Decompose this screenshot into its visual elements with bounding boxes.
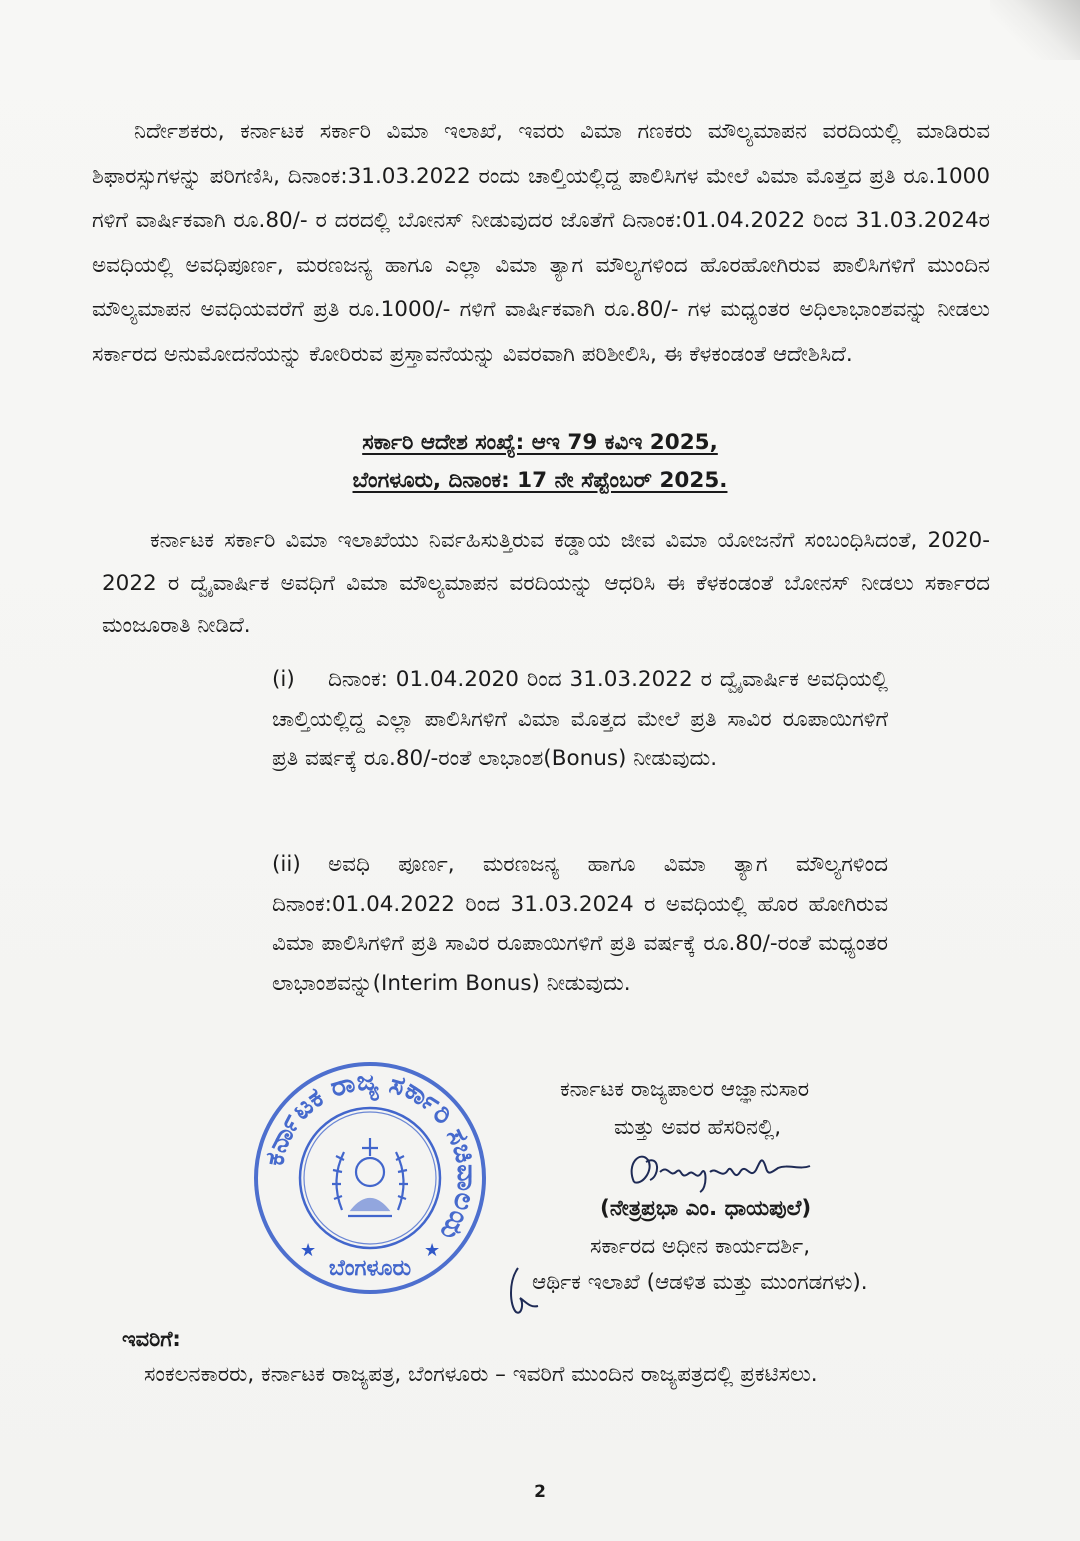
signatory-department: ಆರ್ಥಿಕ ಇಲಾಖೆ (ಆಡಳಿತ ಮತ್ತು ಮುಂಗಡಗಳು). bbox=[532, 1270, 868, 1295]
handwritten-initials bbox=[500, 1262, 552, 1318]
seal-bottom-text: ಬೆಂಗಳೂರು bbox=[328, 1256, 412, 1281]
authority-line-2: ಮತ್ತು ಅವರ ಹೆಸರಿನಲ್ಲಿ, bbox=[614, 1115, 782, 1140]
order-date-heading bbox=[0, 463, 1080, 499]
list-item-text: ಅವಧಿ ಪೂರ್ಣ, ಮರಣಜನ್ಯ ಹಾಗೂ ವಿಮಾ ತ್ಯಾಗ ಮೌಲ್ಯಗಳಿಂದ ದಿನಾಂಕ:01.04.2022 ರಿಂದ 31.03.2024 ರ ಅವಧಿಯಲ್ಲಿ ಹೊರ ಹೋಗಿರುವ ವಿಮಾ ಪಾಲಿಸಿಗಳಿಗೆ ಪ್ರತಿ ಸಾವಿರ ರೂಪಾಯಿಗಳಿಗೆ ಪ್ರತಿ ವರ್ಷಕ್ಕೆ ರೂ.80/-ರಂತೆ ಮಧ್ಯಂತರ ಲಾಭಾಂಶವನ್ನು(Interim Bonus) ನೀಡುವುದು. bbox=[272, 852, 888, 996]
page-corner-shadow bbox=[990, 0, 1080, 60]
signatory-name: (ನೇತ್ರಪ್ರಭಾ ಎಂ. ಧಾಯಪುಲೆ) bbox=[600, 1196, 812, 1221]
order-date-text: ಬೆಂಗಳೂರು, ದಿನಾಂಕ: 17 ನೇ ಸೆಪ್ಟೆಂಬರ್ 2025. bbox=[352, 468, 728, 493]
signatory-designation: ಸರ್ಕಾರದ ಅಧೀನ ಕಾರ್ಯದರ್ಶಿ, bbox=[590, 1234, 811, 1259]
authority-line: ಕರ್ನಾಟಕ ರಾಜ್ಯಪಾಲರ ಆಜ್ಞಾನುಸಾರ bbox=[560, 1077, 810, 1102]
recipient-label: ಇವರಿಗೆ: bbox=[122, 1327, 181, 1351]
intro-paragraph: ನಿರ್ದೇಶಕರು, ಕರ್ನಾಟಕ ಸರ್ಕಾರಿ ವಿಮಾ ಇಲಾಖೆ, ಇವರು ವಿಮಾ ಗಣಕರು ಮೌಲ್ಯಮಾಪನ ವರದಿಯಲ್ಲಿ ಮಾಡಿರುವ ಶಿಫಾರಸ್ಸುಗಳನ್ನು ಪರಿಗಣಿಸಿ, ದಿನಾಂಕ:31.03.2022 ರಂದು ಚಾಲ್ತಿಯಲ್ಲಿದ್ದ ಪಾಲಿಸಿಗಳ ಮೇಲೆ ವಿಮಾ ಮೊತ್ತದ ಪ್ರತಿ ರೂ.1000 ಗಳಿಗೆ ವಾರ್ಷಿಕವಾಗಿ ರೂ.80/- ರ ದರದಲ್ಲಿ ಬೋನಸ್ ನೀಡುವುದರ ಜೊತೆಗೆ ದಿನಾಂಕ:01.04.2022 ರಿಂದ 31.03.2024ರ ಅವಧಿಯಲ್ಲಿ ಅವಧಿಪೂರ್ಣ, ಮರಣಜನ್ಯ ಹಾಗೂ ಎಲ್ಲಾ ವಿಮಾ ತ್ಯಾಗ ಮೌಲ್ಯಗಳಿಂದ ಹೊರಹೋಗಿರುವ ಪಾಲಿಸಿಗಳಿಗೆ ಮುಂದಿನ ಮೌಲ್ಯಮಾಪನ ಅವಧಿಯವರೆಗೆ ಪ್ರತಿ ರೂ.1000/- ಗಳಿಗೆ ವಾರ್ಷಿಕವಾಗಿ ರೂ.80/- ಗಳ ಮಧ್ಯಂತರ ಅಧಿಲಾಭಾಂಶವನ್ನು ನೀಡಲು ಸರ್ಕಾರದ ಅನುಮೋದನೆಯನ್ನು ಕೋರಿರುವ ಪ್ರಸ್ತಾವನೆಯನ್ನು ವಿವರವಾಗಿ ಪರಿಶೀಲಿಸಿ, ಈ ಕೆಳಕಂಡಂತೆ ಆದೇಶಿಸಿದೆ. bbox=[92, 119, 990, 367]
handwritten-signature bbox=[620, 1142, 820, 1198]
seal-star-icon: ★ bbox=[424, 1240, 441, 1261]
seal-emblem-icon bbox=[332, 1138, 408, 1216]
sanction-paragraph: ಕರ್ನಾಟಕ ಸರ್ಕಾರಿ ವಿಮಾ ಇಲಾಖೆಯು ನಿರ್ವಹಿಸುತ್ತಿರುವ ಕಡ್ಡಾಯ ಜೀವ ವಿಮಾ ಯೋಜನೆಗೆ ಸಂಬಂಧಿಸಿದಂತೆ, 2020-2022 ರ ದ್ವೈವಾರ್ಷಿಕ ಅವಧಿಗೆ ವಿಮಾ ಮೌಲ್ಯಮಾಪನ ವರದಿಯನ್ನು ಆಧರಿಸಿ ಈ ಕೆಳಕಂಡಂತೆ ಬೋನಸ್ ನೀಡಲು ಸರ್ಕಾರದ ಮಂಜೂರಾತಿ ನೀಡಿದೆ. bbox=[102, 528, 990, 638]
list-item bbox=[272, 845, 888, 1003]
list-item-number: (i) bbox=[272, 667, 295, 692]
order-number-text: ಸರ್ಕಾರಿ ಆದೇಶ ಸಂಖ್ಯೆ: ಆಇ 79 ಕವಿಇ 2025, bbox=[362, 430, 718, 455]
official-seal-stamp bbox=[252, 1060, 488, 1296]
seal-ring-text: ಕರ್ನಾಟಕ ರಾಜ್ಯ ಸರ್ಕಾರಿ ಸಚಿವಾಲಯ bbox=[258, 1065, 483, 1246]
list-item-number: (ii) bbox=[272, 852, 301, 877]
order-number-heading bbox=[0, 425, 1080, 461]
recipient-text: ಸಂಕಲನಕಾರರು, ಕರ್ನಾಟಕ ರಾಜ್ಯಪತ್ರ, ಬೆಂಗಳೂರು – ಇವರಿಗೆ ಮುಂದಿನ ರಾಜ್ಯಪತ್ರದಲ್ಲಿ ಪ್ರಕಟಿಸಲು. bbox=[144, 1362, 818, 1387]
seal-star-icon: ★ bbox=[300, 1240, 317, 1261]
list-item-text: ದಿನಾಂಕ: 01.04.2020 ರಿಂದ 31.03.2022 ರ ದ್ವೈವಾರ್ಷಿಕ ಅವಧಿಯಲ್ಲಿ ಚಾಲ್ತಿಯಲ್ಲಿದ್ದ ಎಲ್ಲಾ ಪಾಲಿಸಿಗಳಿಗೆ ವಿಮಾ ಮೊತ್ತದ ಮೇಲೆ ಪ್ರತಿ ಸಾವಿರ ರೂಪಾಯಿಗಳಿಗೆ ಪ್ರತಿ ವರ್ಷಕ್ಕೆ ರೂ.80/-ರಂತೆ ಲಾಭಾಂಶ(Bonus) ನೀಡುವುದು. bbox=[272, 667, 888, 771]
page-number: 2 bbox=[534, 1482, 546, 1502]
list-item bbox=[272, 660, 888, 779]
signature-text: Dhayapule bbox=[620, 1142, 626, 1143]
